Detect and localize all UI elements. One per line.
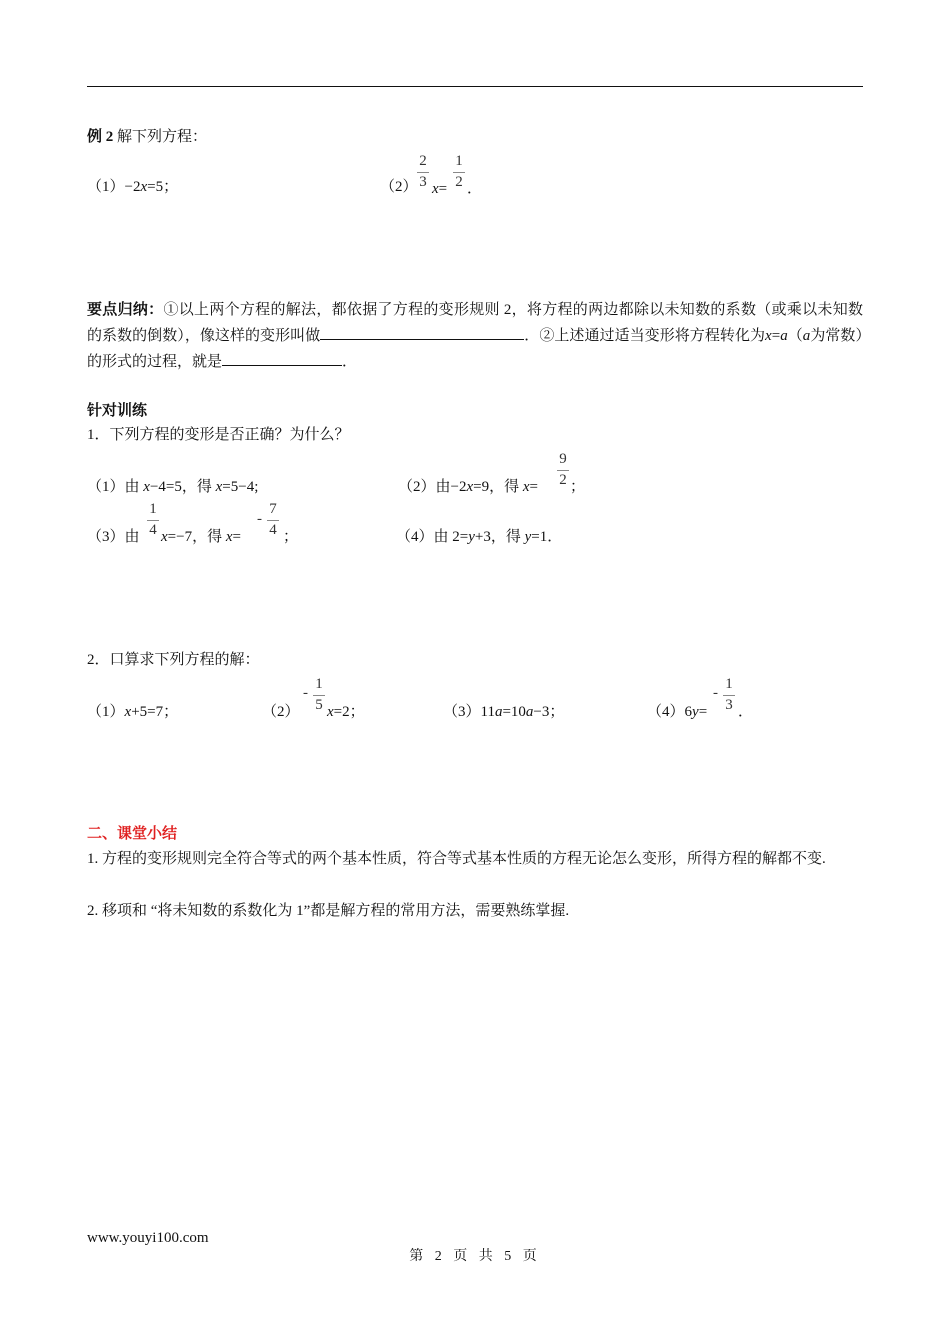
practice-heading: 针对训练 — [87, 403, 148, 419]
fraction-1-4: 1 4 — [146, 502, 160, 538]
key-points: 要点归纳：①以上两个方程的解法，都依据了方程的变形规则 2，将方程的两边都除以未知数的系数（或乘以未知数的系数的倒数），像这样的变形叫做 ．②上述通过适当变形将方程转化为x=a（a为常数）的形式的过程，就是 ． — [87, 302, 863, 370]
header-rule — [87, 86, 863, 87]
fraction-1-2: 1 2 — [452, 154, 466, 190]
example-2-problem-1: （1）−2x=5； — [87, 179, 179, 195]
practice-question-2: 2．口算求下列方程的解： — [87, 652, 260, 668]
summary-line-1: 1. 方程的变形规则完全符合等式的两个基本性质，符合等式基本性质的方程无论怎么变形，所得方程的解都不变. — [87, 851, 826, 867]
q1-item-2: （2）由−2x=9，得 x= — [398, 479, 538, 495]
fraction-7-4: 7 4 — [266, 502, 280, 538]
fraction-9-2: 9 2 — [556, 452, 570, 488]
example-2-title — [87, 130, 207, 145]
q2-item-3: （3）11a=10a−3； — [443, 704, 565, 720]
minus-sign: - — [713, 685, 718, 701]
q1-item-2-end: ； — [570, 479, 586, 495]
q1-item-4: （4）由 2=y+3，得 y=1． — [396, 529, 563, 545]
q1-item-3-body: x=−7，得 x= — [161, 529, 241, 545]
fraction-2-3: 2 3 — [416, 154, 430, 190]
blank-1[interactable] — [320, 325, 524, 340]
minus-sign: - — [303, 685, 308, 701]
q2-item-2-prefix: （2） — [262, 704, 300, 720]
summary-line-2: 2. 移项和 “将未知数的系数化为 1”都是解方程的常用方法，需要熟练掌握. — [87, 903, 570, 919]
example-2-text: 解下列方程： — [117, 129, 208, 145]
fraction-1-5: 1 5 — [312, 677, 326, 713]
example-2-problem-2-var: x= — [432, 181, 448, 197]
q1-item-1: （1）由 x−4=5，得 x=5−4; — [87, 479, 259, 495]
footer-url-link[interactable]: www.youyi100.com — [87, 1230, 209, 1246]
q2-item-4-end: ． — [738, 704, 754, 720]
q1-item-3-end: ； — [283, 529, 299, 545]
fraction-1-3: 1 3 — [722, 677, 736, 713]
blank-2[interactable] — [222, 351, 342, 366]
example-2-problem-2-prefix: （2） — [380, 179, 418, 195]
q2-item-4: （4）6y= — [647, 704, 708, 720]
summary-heading: 二、课堂小结 — [87, 826, 178, 842]
example-2-label: 例 2 — [87, 129, 114, 145]
q2-item-1: （1）x+5=7； — [87, 704, 179, 720]
page-number: 第 2 页 共 5 页 — [409, 1249, 541, 1264]
practice-question-1: 1．下列方程的变形是否正确？为什么？ — [87, 427, 350, 443]
minus-sign: - — [257, 511, 262, 527]
q1-item-3-prefix: （3）由 — [87, 529, 140, 545]
key-points-label: 要点归纳： — [87, 302, 164, 318]
q2-item-2-body: x=2； — [327, 704, 365, 720]
example-2-problem-2-end: ． — [467, 181, 483, 197]
